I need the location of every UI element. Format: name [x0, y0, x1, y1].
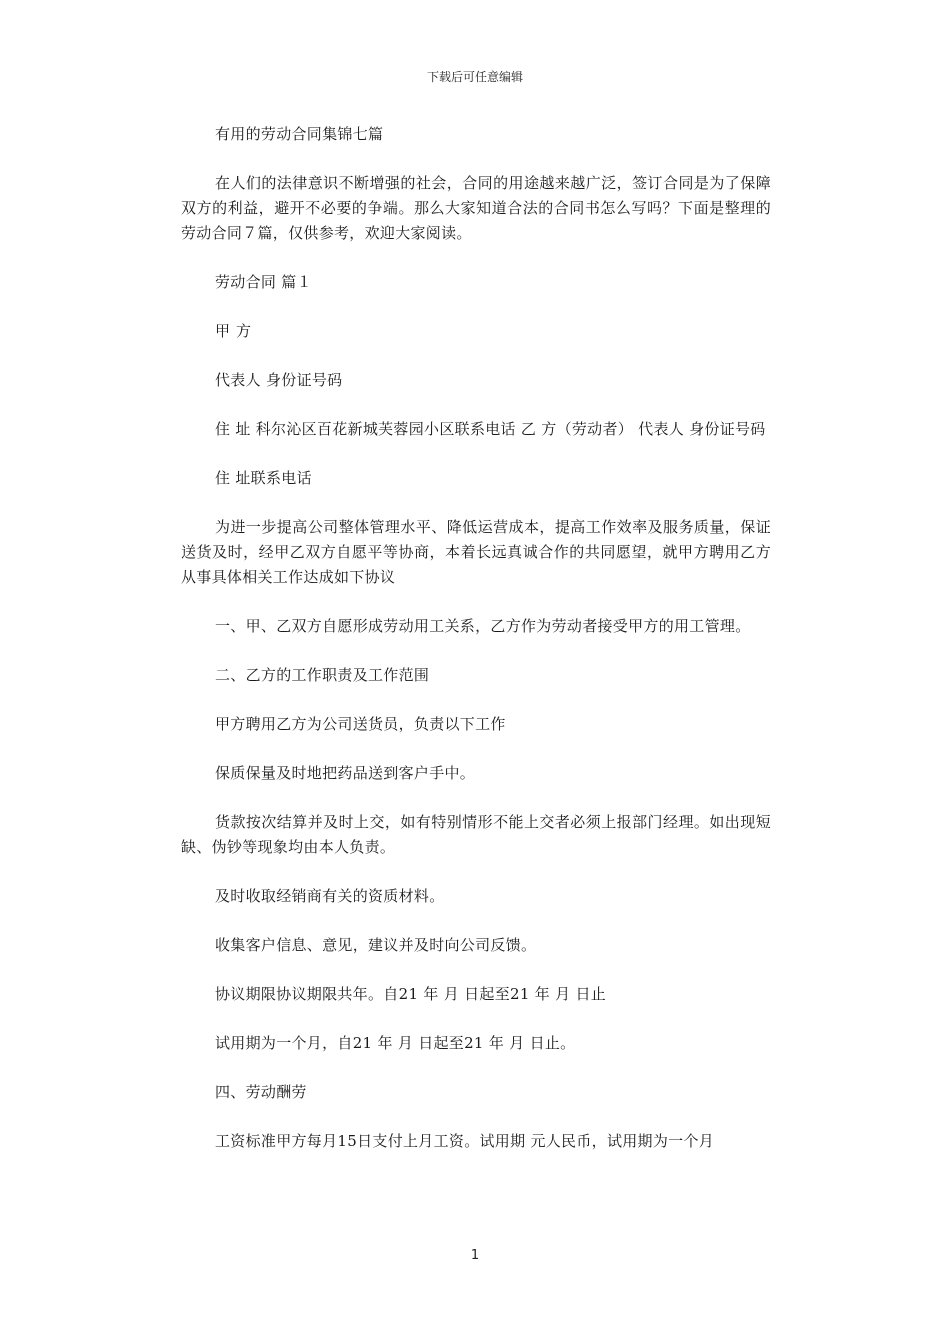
- party-a-label: 甲方: [215, 322, 258, 340]
- duty-item: 货款按次结算并及时上交，如有特别情形不能上交者必须上报部门经理。如出现短缺、伪钞等现象均由本人负责。: [181, 813, 771, 856]
- representative-line: 代表人 身份证号码: [215, 371, 343, 389]
- intro-paragraph: 在人们的法律意识不断增强的社会，合同的用途越来越广泛，签订合同是为了保障双方的利益，避开不必要的争端。那么大家知道合法的合同书怎么写吗？下面是整理的劳动合同７篇，仅供参考，欢迎大家阅读。: [181, 174, 771, 242]
- probation-line: 试用期为一个月，自21 年 月 日起至21 年 月 日止。: [215, 1034, 576, 1052]
- clause-2: 二、乙方的工作职责及工作范围: [215, 666, 430, 684]
- address-line: 住 址 科尔沁区百花新城芙蓉园小区联系电话 乙 方（劳动者） 代表人 身份证号码: [215, 420, 766, 438]
- page-number: 1: [470, 1248, 480, 1263]
- address-contact-line: 住 址联系电话: [215, 469, 312, 487]
- header-note: 下载后可任意编辑: [426, 70, 523, 84]
- clause-4: 四、劳动酬劳: [215, 1083, 307, 1101]
- purpose-paragraph: 为进一步提高公司整体管理水平、降低运营成本，提高工作效率及服务质量，保证送货及时，经甲乙双方自愿平等协商，本着长远真诚合作的共同愿望，就甲方聘用乙方从事具体相关工作达成如下协议: [181, 518, 771, 586]
- duty-item: 及时收取经销商有关的资质材料。: [215, 887, 445, 905]
- salary-line: 工资标准甲方每月15日支付上月工资。试用期 元人民币，试用期为一个月: [215, 1132, 715, 1150]
- section-heading: 劳动合同 篇１: [215, 273, 312, 291]
- duty-item: 保质保量及时地把药品送到客户手中。: [215, 764, 476, 782]
- duty-intro: 甲方聘用乙方为公司送货员，负责以下工作: [215, 715, 506, 733]
- term-line: 协议期限协议期限共年。自21 年 月 日起至21 年 月 日止: [215, 985, 607, 1003]
- document-body: [181, 122, 771, 1178]
- document-title: 有用的劳动合同集锦七篇: [215, 125, 384, 143]
- duty-item: 收集客户信息、意见，建议并及时向公司反馈。: [215, 936, 537, 954]
- clause-1: 一、甲、乙双方自愿形成劳动用工关系，乙方作为劳动者接受甲方的用工管理。: [215, 617, 751, 635]
